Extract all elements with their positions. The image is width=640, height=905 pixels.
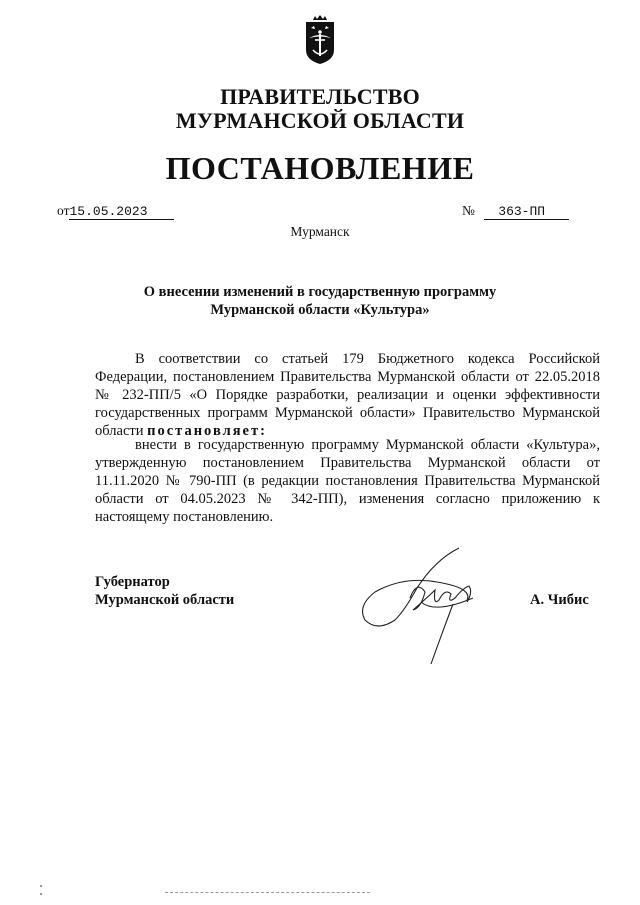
- date-prefix: от: [57, 203, 70, 218]
- org-name-line2: МУРМАНСКОЙ ОБЛАСТИ: [175, 108, 465, 133]
- signatory-name: А. Чибис: [530, 592, 589, 608]
- number-field: [462, 203, 569, 220]
- subject-line2: Мурманской области «Культура»: [210, 302, 430, 318]
- body-paragraph-1: [95, 350, 600, 440]
- document-subject: [0, 283, 640, 319]
- scan-mark: [40, 885, 42, 887]
- signatory-title-line1: Губернатор: [95, 574, 170, 590]
- city-name: Мурманск: [290, 224, 350, 239]
- signatory-title-line2: Мурманской области: [95, 592, 235, 608]
- coat-of-arms-icon: [303, 14, 337, 66]
- document-type-title: ПОСТАНОВЛЕНИЕ: [165, 150, 475, 186]
- footer-divider: [165, 892, 370, 893]
- resolves-keyword: постановляет:: [147, 423, 267, 439]
- subject-line1: О внесении изменений в государственную программу: [143, 284, 497, 300]
- document-date: 15.05.2023: [69, 205, 174, 220]
- number-sign: №: [462, 203, 475, 218]
- date-field: [57, 203, 174, 220]
- body-paragraph-2: внести в государственную программу Мурманской области «Культура», утвержденную постановлением Правительства Мурманской области от 11.11.2020 № 790-ПП (в редакции постановления Правительства Мурманской области от 04.05.2023 № 342-ПП), изменения согласно приложению к настоящему постановлению.: [95, 437, 600, 525]
- scan-mark: [40, 893, 42, 895]
- org-name-line1: ПРАВИТЕЛЬСТВО: [220, 84, 420, 109]
- signatory-title: [95, 573, 234, 609]
- document-number: 363-ПП: [484, 205, 569, 220]
- handwritten-signature: [355, 540, 505, 670]
- body-paragraph-1-text: В соответствии со статьей 179 Бюджетного кодекса Российской Федерации, постановлением Правительства Мурманской области от 22.05.2018 № 232-ПП/5 «О Порядке разработки, реализации и оценки эффективности государственных программ Мурманской области» Правительство Мурманской области: [95, 351, 600, 439]
